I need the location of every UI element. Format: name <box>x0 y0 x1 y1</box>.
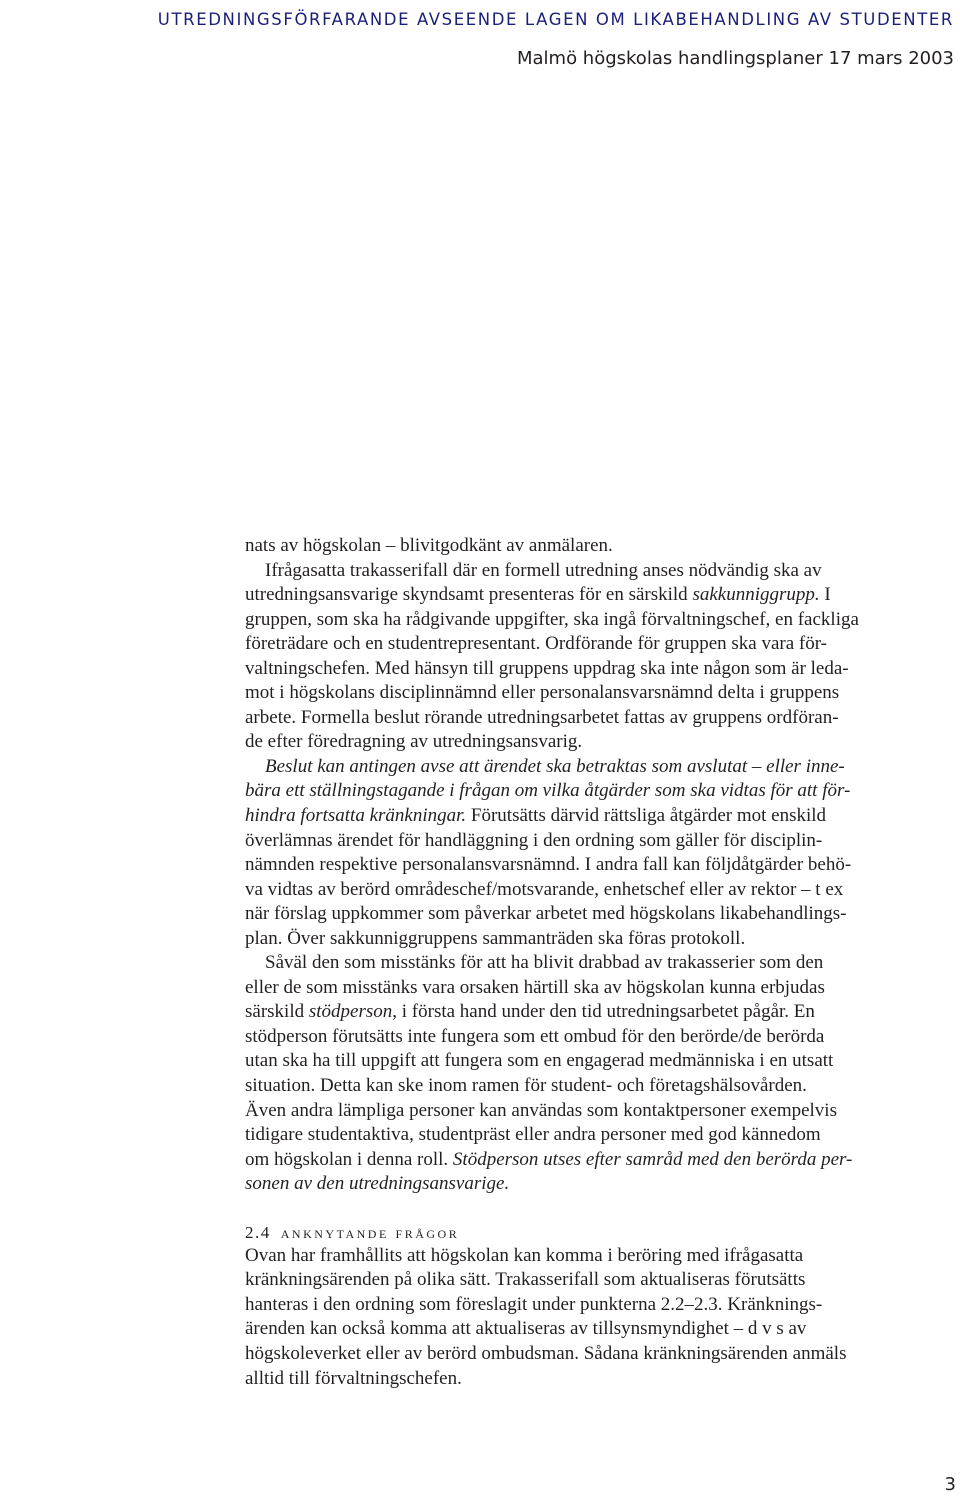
text-line: bära ett ställningstagande i frågan om vilka åtgärder som ska vidtas för att för- <box>245 780 851 802</box>
text-line <box>245 1000 957 1025</box>
text-run: Förutsätts därvid rättsliga åtgärder mot enskild <box>466 805 827 827</box>
text-line: Såväl den som misstänks för att ha blivit drabbad av trakasserier som den <box>265 952 824 974</box>
text-run: , i första hand under den tid utredningsarbetet pågår. En <box>392 1001 815 1023</box>
text-line: eller de som misstänks vara orsaken härtill ska av högskolan kunna erbjudas <box>245 976 825 998</box>
text-line <box>245 1148 957 1173</box>
text-line: kränkningsärenden på olika sätt. Trakasserifall som aktualiseras förutsätts <box>245 1269 806 1291</box>
body-text <box>245 534 957 1391</box>
text-line: utan ska ha till uppgift att fungera som en engagerad medmänniska i en utsatt <box>245 1050 834 1072</box>
text-line <box>245 583 957 608</box>
text-line: företrädare och en studentrepresentant. Ordförande för gruppen ska vara för- <box>245 633 828 655</box>
text-line: högskoleverket eller av berörd ombudsman. Sådana kränkningsärenden anmäls <box>245 1342 847 1364</box>
section-title: anknytande frågor <box>280 1222 460 1242</box>
document-subtitle: Malmö högskolas handlingsplaner 17 mars 2003 <box>516 48 954 69</box>
text-line: tidigare studentaktiva, studentpräst eller andra personer med god kännedom <box>245 1124 821 1146</box>
text-line: de efter föredragning av utredningsansvarig. <box>245 731 583 753</box>
text-line: situation. Detta kan ske inom ramen för student- och företagshälsovården. <box>245 1075 807 1097</box>
text-line: Även andra lämpliga personer kan användas som kontaktpersoner exempelvis <box>245 1099 837 1121</box>
text-line: gruppen, som ska ha rådgivande uppgifter, ska ingå förvaltningschef, en fackliga <box>245 608 859 630</box>
emphasis-text: Stödperson utses efter samråd med den berörda per- <box>452 1148 853 1170</box>
text-line: va vidtas av berörd områdeschef/motsvarande, enhetschef eller av rektor – t ex <box>245 878 844 900</box>
text-run: särskild <box>245 1001 309 1023</box>
text-line: Ifrågasatta trakasserifall där en formell utredning anses nödvändig ska av <box>265 559 822 581</box>
text-line: Ovan har framhållits att högskolan kan komma i beröring med ifrågasatta <box>245 1244 804 1266</box>
section-heading <box>245 1222 957 1244</box>
text-line: valtningschefen. Med hänsyn till gruppens uppdrag ska inte någon som är leda- <box>245 657 849 679</box>
text-line: arbete. Formella beslut rörande utredningsarbetet fattas av gruppens ordföran- <box>245 706 839 728</box>
text-run: om högskolan i denna roll. <box>245 1148 453 1170</box>
text-line: Beslut kan antingen avse att ärendet ska betraktas som avslutat – eller inne- <box>265 755 845 777</box>
text-line: ärenden kan också komma att aktualiseras av tillsynsmyndighet – d v s av <box>245 1318 807 1340</box>
text-run: utredningsansvarige skyndsamt presenteras för en särskild <box>245 584 693 606</box>
text-run: I <box>819 584 831 606</box>
text-line <box>245 804 957 829</box>
running-head <box>0 8 960 72</box>
text-line: överlämnas ärendet för handläggning i den ordning som gäller för disciplin- <box>245 829 823 851</box>
section-gap <box>245 1197 957 1222</box>
text-line: nämnden respektive personalansvarsnämnd. I andra fall kan följdåtgärder behö- <box>245 854 852 876</box>
text-line: nats av högskolan – blivitgodkänt av anmälaren. <box>245 535 613 556</box>
emphasis-term: stödperson <box>308 1001 393 1023</box>
emphasis-text: hindra fortsatta kränkningar. <box>245 805 467 827</box>
text-line: alltid till förvaltningschefen. <box>245 1367 462 1389</box>
emphasis-term: sakkunniggrupp. <box>692 584 820 606</box>
text-line: när förslag uppkommer som påverkar arbetet med högskolans likabehandlings- <box>245 903 847 925</box>
document-title: UTREDNINGSFÖRFARANDE AVSEENDE LAGEN OM LIKABEHANDLING AV STUDENTER <box>157 10 954 29</box>
text-line: plan. Över sakkunniggruppens sammanträden ska föras protokoll. <box>245 927 746 949</box>
text-line: stödperson förutsätts inte fungera som ett ombud för den berörde/de berörda <box>245 1025 825 1047</box>
page-number: 3 <box>944 1474 956 1495</box>
text-line: hanteras i den ordning som föreslagit under punkterna 2.2–2.3. Kränknings- <box>245 1293 823 1315</box>
section-number: 2.4 <box>245 1222 271 1242</box>
text-line: sonen av den utredningsansvarige. <box>245 1173 510 1195</box>
text-line: mot i högskolans disciplinnämnd eller personalansvarsnämnd delta i gruppens <box>245 682 840 704</box>
